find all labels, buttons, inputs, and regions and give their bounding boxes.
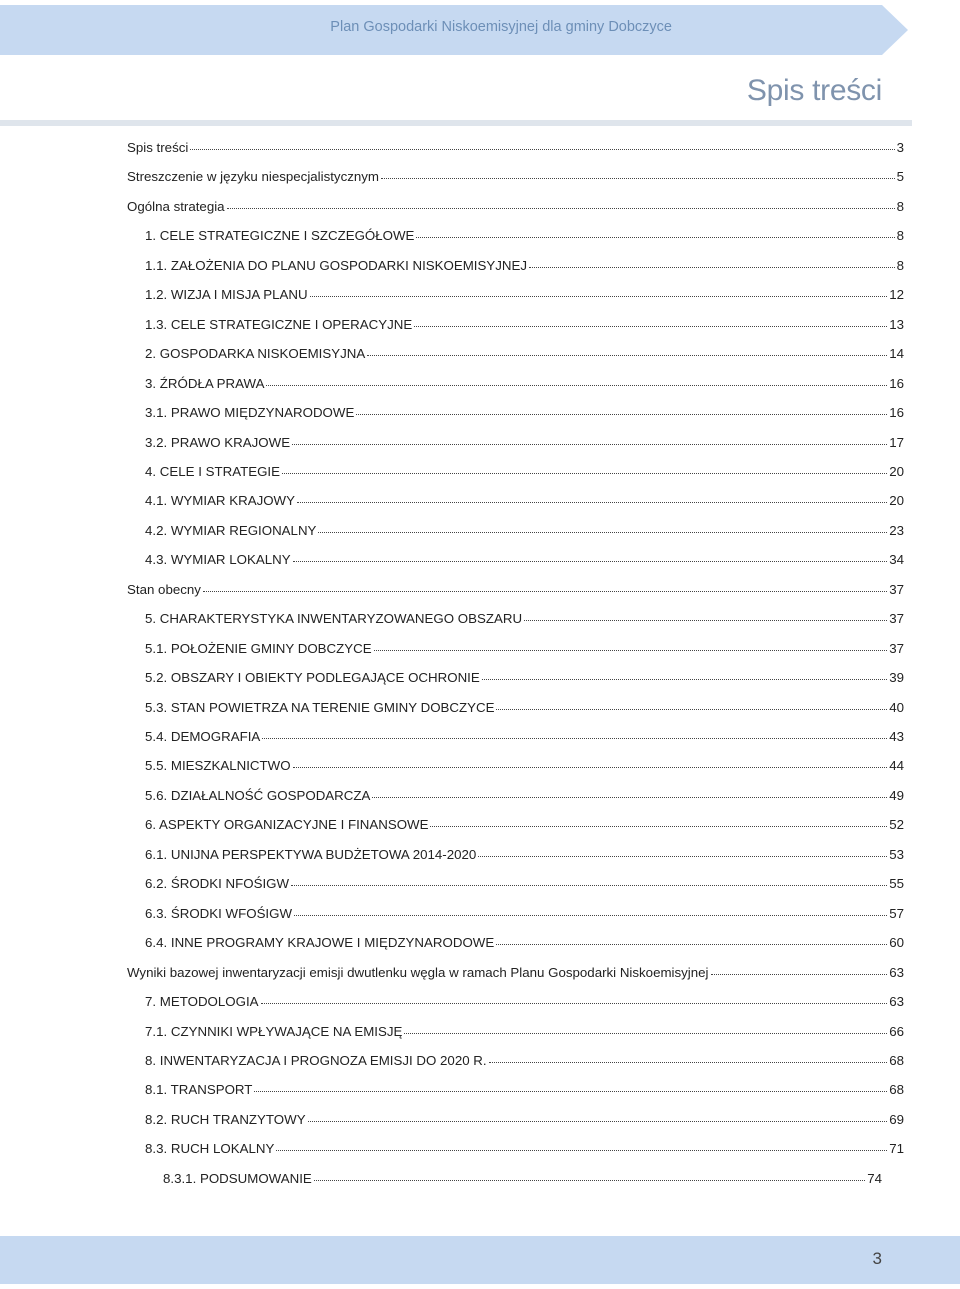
toc-entry[interactable] xyxy=(145,1021,904,1041)
toc-entry-label: 1.3. CELE STRATEGICZNE I OPERACYJNE xyxy=(145,316,413,332)
toc-entry-label: 8.3. RUCH LOKALNY xyxy=(145,1141,275,1157)
toc-entry-page: 52 xyxy=(889,817,904,833)
toc-entry-label: Wyniki bazowej inwentaryzacji emisji dwutlenku węgla w ramach Planu Gospodarki Niskoemisyjnej xyxy=(127,964,709,980)
toc-entry[interactable] xyxy=(127,166,904,186)
toc-entry[interactable] xyxy=(127,137,904,157)
toc-dot-leader xyxy=(203,577,887,592)
document-title: Plan Gospodarki Niskoemisyjnej dla gminy Dobczyce xyxy=(330,19,672,35)
toc-entry[interactable] xyxy=(145,1050,904,1070)
toc-dot-leader xyxy=(291,871,887,886)
toc-entry-page: 23 xyxy=(889,522,904,538)
toc-dot-leader xyxy=(372,783,887,798)
toc-dot-leader xyxy=(430,812,887,827)
toc-entry[interactable] xyxy=(145,873,904,893)
toc-entry-page: 34 xyxy=(889,552,904,568)
section-title: Spis treści xyxy=(746,74,882,107)
toc-entry[interactable] xyxy=(145,903,904,923)
toc-dot-leader xyxy=(529,253,895,268)
toc-entry-label: 6.1. UNIJNA PERSPEKTYWA BUDŻETOWA 2014-2020 xyxy=(145,846,477,862)
toc-entry-page: 37 xyxy=(889,581,904,597)
toc-entry-page: 39 xyxy=(889,670,904,686)
toc-entry-label: 5.5. MIESZKALNICTWO xyxy=(145,758,291,774)
toc-dot-leader xyxy=(478,842,887,857)
toc-entry[interactable] xyxy=(145,520,904,540)
toc-dot-leader xyxy=(266,371,887,386)
toc-entry-page: 17 xyxy=(889,434,904,450)
toc-entry-label: 3.1. PRAWO MIĘDZYNARODOWE xyxy=(145,405,355,421)
toc-entry-label: 3. ŹRÓDŁA PRAWA xyxy=(145,375,265,391)
toc-entry-label: 7. METODOLOGIA xyxy=(145,994,259,1010)
toc-entry-page: 71 xyxy=(889,1141,904,1157)
toc-entry[interactable] xyxy=(145,755,904,775)
toc-entry[interactable] xyxy=(145,490,904,510)
toc-entry-page: 68 xyxy=(889,1082,904,1098)
toc-entry[interactable] xyxy=(145,402,904,422)
toc-entry[interactable] xyxy=(145,284,904,304)
toc-dot-leader xyxy=(293,753,888,768)
toc-entry-page: 12 xyxy=(889,287,904,303)
toc-entry[interactable] xyxy=(145,432,904,452)
toc-dot-leader xyxy=(262,724,887,739)
toc-dot-leader xyxy=(416,223,894,238)
toc-entry[interactable] xyxy=(145,461,904,481)
toc-entry-label: 6.3. ŚRODKI WFOŚIGW xyxy=(145,905,293,921)
toc-dot-leader xyxy=(282,459,887,474)
toc-entry[interactable] xyxy=(163,1168,882,1188)
toc-dot-leader xyxy=(190,135,894,150)
toc-entry-page: 5 xyxy=(896,169,904,185)
toc-dot-leader xyxy=(381,164,895,179)
toc-entry-page: 16 xyxy=(889,405,904,421)
footer-banner-shape xyxy=(0,1236,960,1284)
toc-entry-label: Spis treści xyxy=(127,140,189,155)
toc-entry-label: 4. CELE I STRATEGIE xyxy=(145,463,280,479)
toc-entry-label: 4.3. WYMIAR LOKALNY xyxy=(145,552,291,568)
toc-entry-page: 63 xyxy=(889,994,904,1010)
toc-entry-label: 8.2. RUCH TRANZYTOWY xyxy=(145,1111,306,1127)
toc-entry[interactable] xyxy=(145,667,904,687)
toc-entry-label: 7.1. CZYNNIKI WPŁYWAJĄCE NA EMISJĘ xyxy=(145,1023,403,1039)
toc-entry-label: 5.1. POŁOŻENIE GMINY DOBCZYCE xyxy=(145,640,372,656)
toc-entry-page: 13 xyxy=(889,316,904,332)
toc-entry[interactable] xyxy=(145,255,904,275)
toc-entry[interactable] xyxy=(145,785,904,805)
toc-dot-leader xyxy=(496,930,887,945)
toc-entry-label: 5. CHARAKTERYSTYKA INWENTARYZOWANEGO OBSZARU xyxy=(145,611,523,627)
toc-dot-leader xyxy=(294,901,887,916)
toc-entry[interactable] xyxy=(145,638,904,658)
toc-dot-leader xyxy=(318,518,887,533)
toc-dot-leader xyxy=(482,665,887,680)
toc-entry-label: 5.6. DZIAŁALNOŚĆ GOSPODARCZA xyxy=(145,787,371,803)
toc-entry-label: 5.4. DEMOGRAFIA xyxy=(145,729,261,744)
toc-entry-label: Stan obecny xyxy=(127,581,201,597)
toc-entry[interactable] xyxy=(145,373,904,393)
toc-entry[interactable] xyxy=(145,314,904,334)
toc-entry-page: 53 xyxy=(889,846,904,862)
toc-entry-label: 8.1. TRANSPORT xyxy=(145,1082,253,1098)
toc-dot-leader xyxy=(314,1166,865,1181)
toc-entry-page: 37 xyxy=(889,640,904,656)
footer-banner xyxy=(0,1236,960,1284)
toc-dot-leader xyxy=(292,430,887,445)
toc-entry-page: 16 xyxy=(889,375,904,391)
toc-dot-leader xyxy=(414,312,887,327)
toc-dot-leader xyxy=(524,606,887,621)
toc-entry-page: 60 xyxy=(889,935,904,951)
toc-dot-leader xyxy=(489,1048,888,1063)
toc-entry[interactable] xyxy=(127,962,904,982)
toc-dot-leader xyxy=(293,547,888,562)
toc-entry[interactable] xyxy=(145,225,904,245)
toc-entry-page: 63 xyxy=(889,964,904,980)
toc-entry-page: 3 xyxy=(896,140,904,155)
toc-entry-page: 14 xyxy=(889,346,904,362)
toc-entry-page: 66 xyxy=(889,1023,904,1039)
toc-dot-leader xyxy=(496,695,887,710)
toc-dot-leader xyxy=(404,1019,887,1034)
toc-entry[interactable] xyxy=(127,579,904,599)
toc-entry-label: 1. CELE STRATEGICZNE I SZCZEGÓŁOWE xyxy=(145,228,415,244)
toc-entry-page: 69 xyxy=(889,1111,904,1127)
toc-entry[interactable] xyxy=(145,697,904,717)
toc-entry-label: 5.3. STAN POWIETRZA NA TERENIE GMINY DOBCZYCE xyxy=(145,699,495,715)
toc-entry-page: 55 xyxy=(889,876,904,892)
toc-dot-leader xyxy=(254,1077,887,1092)
toc-dot-leader xyxy=(310,282,888,297)
toc-dot-leader xyxy=(356,400,887,415)
toc-entry-label: Ogólna strategia xyxy=(127,198,225,214)
toc-entry-page: 44 xyxy=(889,758,904,774)
toc-entry-label: Streszczenie w języku niespecjalistycznym xyxy=(127,169,379,185)
toc-dot-leader xyxy=(374,636,888,651)
toc-entry-page: 57 xyxy=(889,905,904,921)
toc-entry[interactable] xyxy=(145,343,904,363)
toc-entry-page: 37 xyxy=(889,611,904,627)
toc-entry-page: 8 xyxy=(896,228,904,244)
toc-entry-label: 1.1. ZAŁOŻENIA DO PLANU GOSPODARKI NISKOEMISYJNEJ xyxy=(145,257,528,273)
toc-entry-page: 20 xyxy=(889,493,904,509)
toc-entry[interactable] xyxy=(145,549,904,569)
toc-entry-page: 43 xyxy=(889,729,904,744)
toc-entry[interactable] xyxy=(145,1109,904,1129)
toc-dot-leader xyxy=(227,194,895,209)
toc-entry-page: 74 xyxy=(867,1170,882,1186)
toc-entry[interactable] xyxy=(127,196,904,216)
toc-dot-leader xyxy=(308,1107,888,1122)
toc-dot-leader xyxy=(297,488,887,503)
toc-entry-label: 6.2. ŚRODKI NFOŚIGW xyxy=(145,876,290,892)
toc-dot-leader xyxy=(261,989,888,1004)
toc-entry-label: 8.3.1. PODSUMOWANIE xyxy=(163,1170,312,1186)
table-of-contents xyxy=(0,134,960,1204)
toc-dot-leader xyxy=(367,341,887,356)
toc-dot-leader xyxy=(711,960,888,975)
title-rule xyxy=(0,120,912,126)
toc-entry[interactable] xyxy=(145,726,904,746)
toc-entry[interactable] xyxy=(145,608,904,628)
toc-entry[interactable] xyxy=(145,814,904,834)
toc-entry[interactable] xyxy=(145,991,904,1011)
toc-entry-label: 6. ASPEKTY ORGANIZACYJNE I FINANSOWE xyxy=(145,817,429,833)
toc-entry-label: 3.2. PRAWO KRAJOWE xyxy=(145,434,291,450)
toc-entry-page: 20 xyxy=(889,463,904,479)
toc-entry-page: 49 xyxy=(889,787,904,803)
toc-entry-label: 8. INWENTARYZACJA I PROGNOZA EMISJI DO 2020 R. xyxy=(145,1052,487,1068)
page-number: 3 xyxy=(872,1249,882,1268)
toc-entry-page: 68 xyxy=(889,1052,904,1068)
toc-entry[interactable] xyxy=(145,1079,904,1099)
toc-entry-label: 6.4. INNE PROGRAMY KRAJOWE I MIĘDZYNARODOWE xyxy=(145,935,495,951)
toc-entry-page: 8 xyxy=(896,257,904,273)
toc-entry-label: 4.2. WYMIAR REGIONALNY xyxy=(145,522,317,538)
toc-entry-label: 4.1. WYMIAR KRAJOWY xyxy=(145,493,295,509)
toc-entry[interactable] xyxy=(145,844,904,864)
toc-entry-page: 40 xyxy=(889,699,904,715)
toc-entry-label: 2. GOSPODARKA NISKOEMISYJNA xyxy=(145,346,366,362)
toc-dot-leader xyxy=(276,1136,887,1151)
toc-entry-label: 1.2. WIZJA I MISJA PLANU xyxy=(145,287,308,303)
toc-entry-label: 5.2. OBSZARY I OBIEKTY PODLEGAJĄCE OCHRONIE xyxy=(145,670,480,686)
toc-entry-page: 8 xyxy=(896,198,904,214)
toc-entry[interactable] xyxy=(145,932,904,952)
toc-entry[interactable] xyxy=(145,1138,904,1158)
